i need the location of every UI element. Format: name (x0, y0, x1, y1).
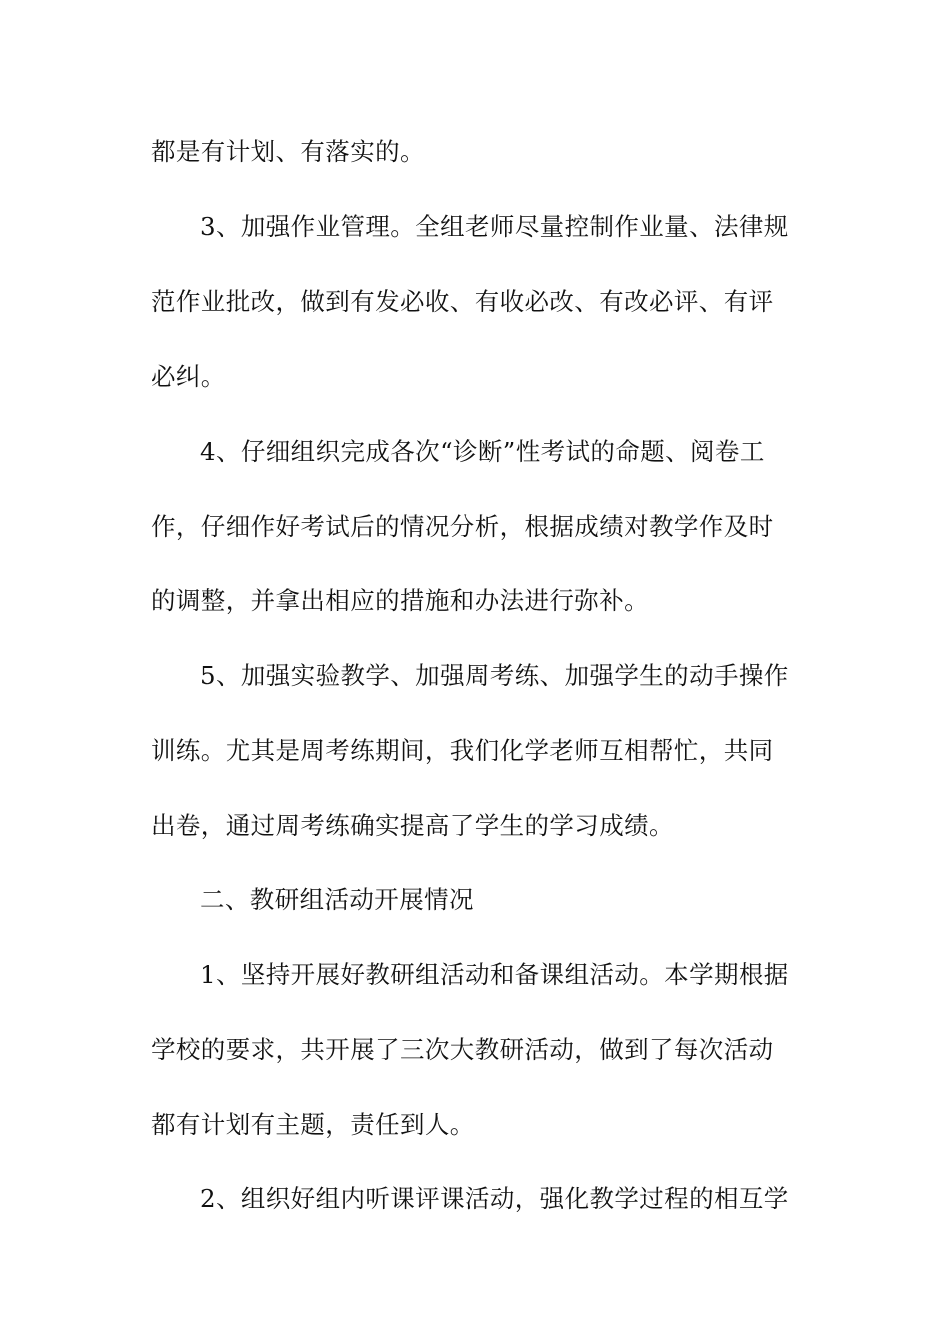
text-line: 4、仔细组织完成各次“诊断”性考试的命题、阅卷工 (200, 437, 765, 466)
text-line: 训练。尤其是周考练期间，我们化学老师互相帮忙，共同 (151, 736, 774, 765)
text-line: 都是有计划、有落实的。 (151, 137, 425, 166)
text-line: 学校的要求，共开展了三次大教研活动，做到了每次活动 (151, 1035, 774, 1064)
text-line: 2、组织好组内听课评课活动，强化教学过程的相互学 (200, 1184, 789, 1213)
text-line: 的调整，并拿出相应的措施和办法进行弥补。 (151, 586, 649, 615)
text-line: 出卷，通过周考练确实提高了学生的学习成绩。 (151, 811, 674, 840)
text-line: 必纠。 (151, 362, 226, 391)
text-line: 范作业批改，做到有发必收、有收必改、有改必评、有评 (151, 287, 774, 316)
section-heading: 二、教研组活动开展情况 (200, 885, 474, 914)
text-line: 5、加强实验教学、加强周考练、加强学生的动手操作 (200, 661, 789, 690)
text-line: 作，仔细作好考试后的情况分析，根据成绩对教学作及时 (151, 512, 774, 541)
text-line: 1、坚持开展好教研组活动和备课组活动。本学期根据 (200, 960, 789, 989)
text-line: 3、加强作业管理。全组老师尽量控制作业量、法律规 (200, 212, 789, 241)
text-line: 都有计划有主题，责任到人。 (151, 1110, 475, 1139)
